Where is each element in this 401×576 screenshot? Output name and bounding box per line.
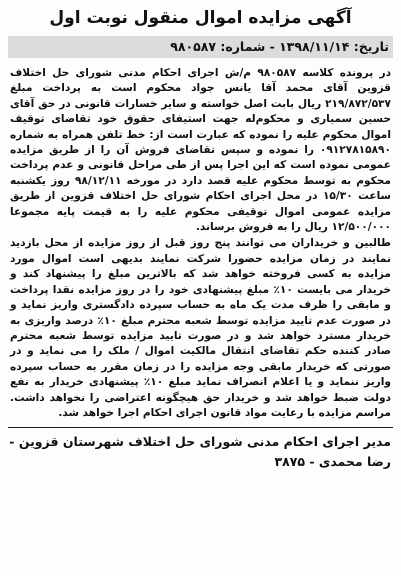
body-paragraph-1: در پرونده کلاسه ۹۸۰۵۸۷ م/ش اجرای احکام مدنی شورای حل اختلاف قزوین آقای محمد آقا یانس جواد محکوم است به پرداخت مبلغ ۲۱۹/۸۷۲/۵۳۷ ریال بابت اصل خواسته و سایر خسارات قانونی در حق آقای حسین سمیاری و محکوم‌له جهت استیفای حقوق خود تقاضای توقیف اموال محکوم علیه را نموده که عبارت است از: خط تلفن همراه به شماره ۰۹۱۲۷۸۱۵۸۹۰ را نموده و سپس تقاضای فروش آن را از طریق مزایده عمومی نموده است که این اجرا پس از طی مراحل قانونی و عدم پرداخت محکوم به توسط محکوم علیه قصد دارد در مورخه ۹۸/۱۲/۱۱ روز یکشنبه ساعت ۱۵/۳۰ در محل اجرای احکام شورای حل اختلاف قزوین از طریق مزایده عمومی اموال توقیفی محکوم علیه را به قیمت پایه مجموعا ۱۲/۵۰۰/۰۰۰ ریال را به فروش برساند. — [10, 67, 392, 234]
signature-line-1: مدیر اجرای احکام مدنی شورای حل اختلاف شهرستان قزوین - — [9, 434, 391, 450]
number-label: - شماره: — [220, 39, 275, 54]
number-value: ۹۸۰۵۸۷ — [170, 39, 216, 54]
notice-meta-bar — [8, 36, 393, 58]
notice-title: آگهی مزایده اموال منقول نوبت اول — [49, 8, 352, 28]
date-label: تاریخ: — [353, 39, 389, 54]
date-value: ۱۳۹۸/۱۱/۱۴ — [279, 39, 350, 54]
body-paragraph-2: طالبین و خریداران می توانند پنج روز قبل از روز مزایده از محل بازدید نمایند در زمان مزایده حضورا شرکت نمایند بدیهی است اموال مورد مزایده به کسی فروخته خواهد شد که بالاترین مبلغ را پیشنهاد کند و خریدار می بایست ۱۰٪ مبلغ پیشنهادی خود را در روز مزایده نقدا پرداخت و مابقی را ظرف مدت یک ماه به حساب سپرده دادگستری واریز نماید و در صورت عدم تایید مزایده توسط شعبه محترم مبلغ ۱۰٪ درصد واریزی به خریدار مسترد خواهد شد و در صورت تایید مزایده توسط شعبه محترم صادر کننده حکم تقاضای انتقال مالکیت اموال / ملک را می نماید و در صورتی که خریدار مابقی وجه مزایده را در زمان مقرر به حساب سپرده واریز ننماید و یا اعلام انصراف نماید مبلغ ۱۰٪ پیشنهادی خریدار به نفع دولت ضبط خواهد شد و خریدار حق هیچگونه اعتراضی را نخواهد داشت. مراسم مزایده با رعایت مواد قانون اجرای احکام اجرا خواهد شد. — [10, 237, 391, 419]
notice-signature — [8, 427, 393, 472]
signature-line-2: رضا محمدی - ۳۸۷۵ — [274, 454, 391, 470]
auction-notice — [8, 6, 393, 568]
notice-body — [10, 66, 391, 421]
